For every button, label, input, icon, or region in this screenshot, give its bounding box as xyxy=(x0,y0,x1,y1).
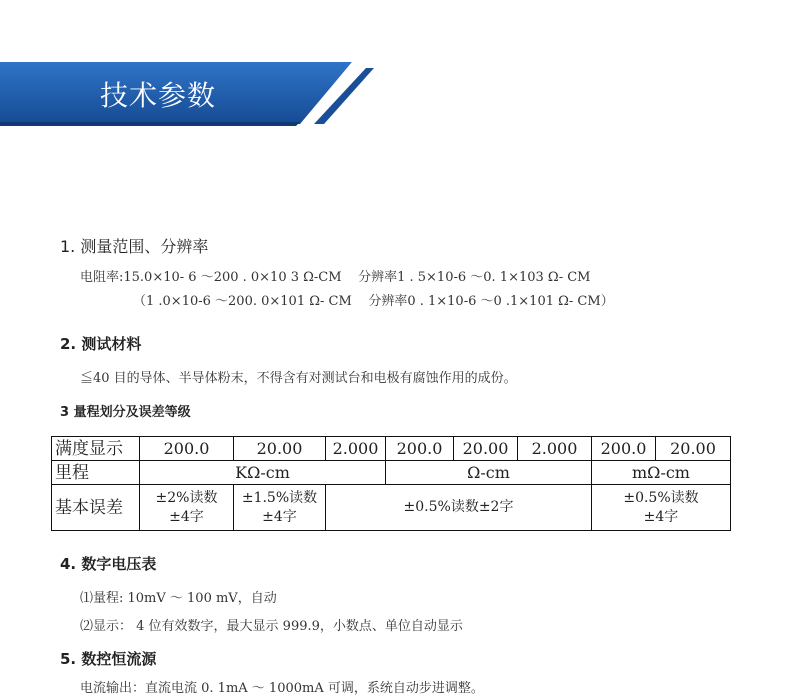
cell-line: ±4字 xyxy=(262,508,297,525)
table-cell: KΩ-cm xyxy=(140,461,386,485)
section-1-title: 1. 测量范围、分辨率 xyxy=(60,237,209,256)
cell-line: ±2%读数 xyxy=(155,489,218,506)
material-description: ≦40 目的导体、半导体粉末，不得含有对测试台和电极有腐蚀作用的成份。 xyxy=(80,371,517,386)
cell-line: ±0.5%读数±2字 xyxy=(403,499,514,515)
section-5-title: 5. 数控恒流源 xyxy=(60,650,157,668)
section-3-title: 3 量程划分及误差等级 xyxy=(60,405,191,420)
range-error-table xyxy=(51,436,731,531)
row-label-full-scale: 满度显示 xyxy=(52,437,140,461)
cell-line: ±4字 xyxy=(169,508,204,525)
section-4-title: 4. 数字电压表 xyxy=(60,555,157,573)
resistivity-alt-range-line: （1 .0×10-6 ～200. 0×101 Ω- CM 分辨率0 . 1×10-6 ～0 .1×101 Ω- CM） xyxy=(133,294,614,309)
section-2-title: 2. 测试材料 xyxy=(60,335,142,353)
table-cell: 200.0 xyxy=(140,437,234,461)
table-cell xyxy=(140,485,234,531)
resistivity-range-line: 电阻率:15.0×10- 6 ～200 . 0×10 3 Ω-CM 分辨率1 . 5×10-6 ～0. 1×103 Ω- CM xyxy=(80,270,591,285)
table-cell: 20.00 xyxy=(234,437,326,461)
table-cell xyxy=(326,485,592,531)
banner-title: 技术参数 xyxy=(100,79,217,112)
table-cell: Ω-cm xyxy=(386,461,592,485)
table-cell: 2.000 xyxy=(518,437,592,461)
row-label-range: 里程 xyxy=(52,461,140,485)
table-cell: 200.0 xyxy=(592,437,656,461)
voltmeter-range-line: ⑴量程: 10mV ～ 100 mV，自动 xyxy=(80,591,277,606)
table-cell: 200.0 xyxy=(386,437,454,461)
table-cell xyxy=(592,485,731,531)
table-cell: 2.000 xyxy=(326,437,386,461)
row-label-basic-error: 基本误差 xyxy=(52,485,140,531)
voltmeter-display-line: ⑵显示： 4 位有效数字，最大显示 999.9，小数点、单位自动显示 xyxy=(80,619,463,634)
table-cell xyxy=(234,485,326,531)
table-cell: 20.00 xyxy=(454,437,518,461)
table-row xyxy=(52,485,731,531)
table-row xyxy=(52,437,731,461)
table-row xyxy=(52,461,731,485)
table-cell: 20.00 xyxy=(656,437,731,461)
cell-line: ±1.5%读数 xyxy=(241,489,318,506)
current-source-line: 电流输出：直流电流 0. 1mA ～ 1000mA 可调，系统自动步进调整。 xyxy=(80,681,484,696)
table-cell: mΩ-cm xyxy=(592,461,731,485)
cell-line: ±4字 xyxy=(643,508,679,525)
cell-line: ±0.5%读数 xyxy=(623,489,699,506)
